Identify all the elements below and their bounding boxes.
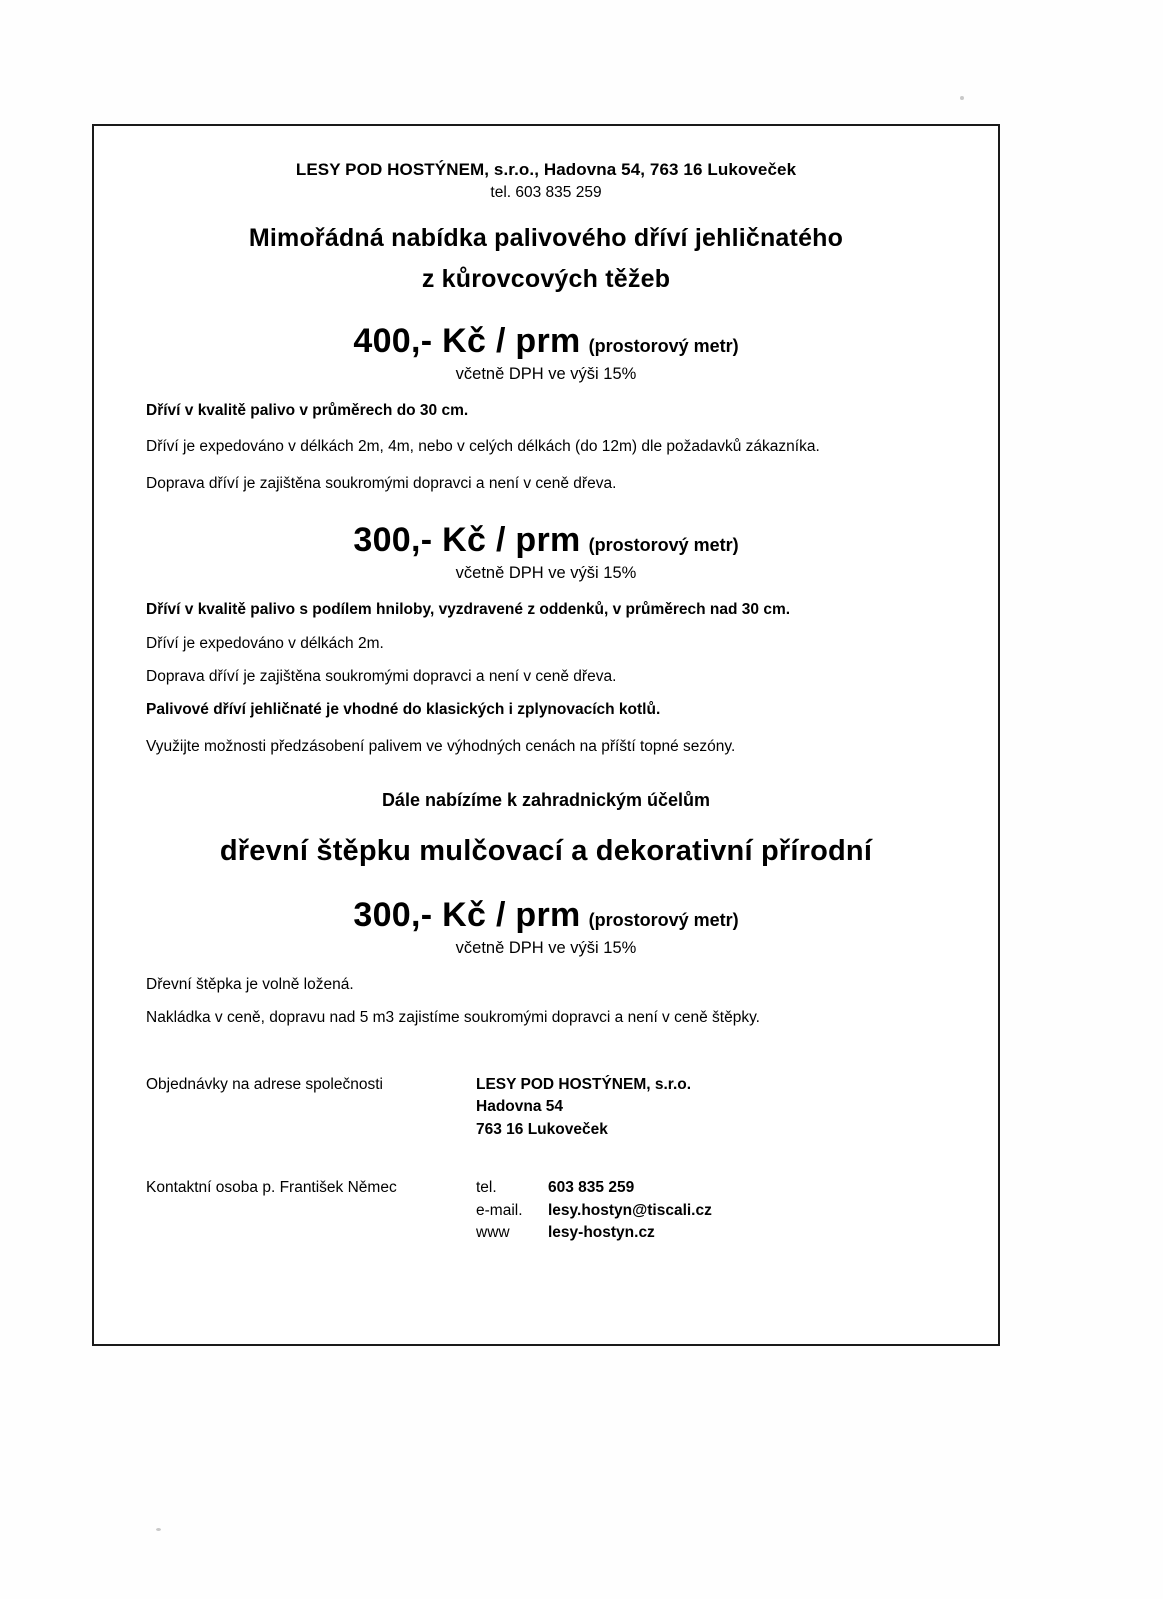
garden-product: dřevní štěpku mulčovací a dekorativní přírodní xyxy=(219,835,873,867)
contact-person-row xyxy=(146,1177,946,1244)
contact-company-name: LESY POD HOSTÝNEM, s.r.o. xyxy=(476,1075,692,1093)
offer-2-vat-note: včetně DPH ve výši 15% xyxy=(455,564,637,583)
contact-www-key: www xyxy=(476,1224,510,1242)
contact-details-block xyxy=(476,1177,712,1244)
offer-1-price-block xyxy=(146,322,946,384)
document-title-line-1: Mimořádná nabídka palivového dříví jehličnatého xyxy=(248,224,844,252)
contact-orders-row xyxy=(146,1074,946,1141)
contact-email-key: e-mail. xyxy=(476,1201,523,1219)
offer-2-bullet-5: Využijte možnosti předzásobení palivem ve výhodných cenách na příští topné sezóny. xyxy=(146,737,736,755)
document-title-line-2: z kůrovcových těžeb xyxy=(421,265,671,293)
offer-2-unit-note: (prostorový metr) xyxy=(588,535,739,556)
garden-bullet-2: Nakládka v ceně, dopravu nad 5 m3 zajistíme soukromými dopravci a není v ceně štěpky. xyxy=(146,1009,760,1027)
offer-2-bullet-3: Doprava dříví je zajištěna soukromými dopravci a není v ceně dřeva. xyxy=(146,667,617,685)
offer-1-bullet-2: Dříví je expedováno v délkách 2m, 4m, nebo v celých délkách (do 12m) dle požadavků zákazníka. xyxy=(146,438,820,456)
document-body xyxy=(94,126,998,1344)
garden-bullet-1: Dřevní štěpka je volně ložená. xyxy=(146,976,354,993)
contact-street: Hadovna 54 xyxy=(476,1098,564,1116)
contact-www-value[interactable]: lesy-hostyn.cz xyxy=(548,1224,655,1242)
garden-price-block xyxy=(146,896,946,958)
garden-price: 300,- Kč / prm xyxy=(353,896,581,934)
contact-city: 763 16 Lukoveček xyxy=(476,1120,608,1138)
contact-orders-label: Objednávky na adrese společnosti xyxy=(146,1075,383,1093)
contact-tel-value: 603 835 259 xyxy=(548,1179,635,1197)
contact-email-row xyxy=(476,1200,712,1222)
garden-vat-note: včetně DPH ve výši 15% xyxy=(455,939,637,957)
contact-tel-key: tel. xyxy=(476,1179,497,1197)
offer-2-price: 300,- Kč / prm xyxy=(353,521,581,560)
offer-1-unit-note: (prostorový metr) xyxy=(588,336,739,356)
contact-person-label: Kontaktní osoba p. František Němec xyxy=(146,1179,397,1197)
offer-2-bullet-2: Dříví je expedováno v délkách 2m. xyxy=(146,634,384,652)
offer-2-price-block xyxy=(146,521,946,583)
contact-section xyxy=(146,1074,946,1245)
garden-intro: Dále nabízíme k zahradnickým účelům xyxy=(381,790,711,810)
contact-tel-row xyxy=(476,1177,712,1199)
garden-unit-note: (prostorový metr) xyxy=(588,910,739,930)
company-header-line: LESY POD HOSTÝNEM, s.r.o., Hadovna 54, 763 16 Lukoveček xyxy=(295,160,797,179)
scan-speck xyxy=(156,1528,161,1531)
offer-1-bullet-1: Dříví v kvalitě palivo v průměrech do 30 cm. xyxy=(146,402,469,419)
offer-2-bullet-4: Palivové dříví jehličnaté je vhodné do klasických i zplynovacích kotlů. xyxy=(146,701,661,719)
scan-speck xyxy=(960,96,964,100)
contact-address-block xyxy=(476,1074,691,1141)
offer-1-price: 400,- Kč / prm xyxy=(353,322,581,360)
offer-1-bullet-3: Doprava dříví je zajištěna soukromými dopravci a není v ceně dřeva. xyxy=(146,474,617,492)
offer-2-bullet-1: Dříví v kvalitě palivo s podílem hniloby, vyzdravené z oddenků, v průměrech nad 30 cm. xyxy=(146,601,791,619)
offer-1-vat-note: včetně DPH ve výši 15% xyxy=(455,365,637,383)
contact-www-row xyxy=(476,1222,712,1244)
contact-email-value[interactable]: lesy.hostyn@tiscali.cz xyxy=(548,1201,712,1219)
document-border xyxy=(92,124,1000,1346)
company-phone-line: tel. 603 835 259 xyxy=(490,184,602,201)
